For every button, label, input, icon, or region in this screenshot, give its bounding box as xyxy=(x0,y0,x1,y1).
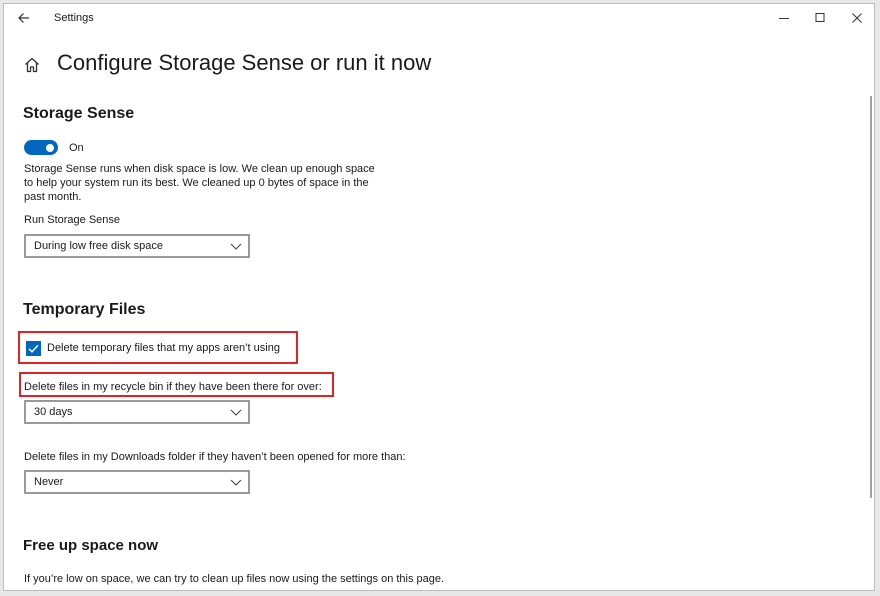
chevron-down-icon xyxy=(230,407,242,417)
storage-sense-description xyxy=(24,162,375,204)
maximize-icon xyxy=(810,9,830,27)
description-line: to help your system run its best. We cleaned up 0 bytes of space in the xyxy=(24,177,369,189)
run-storage-sense-dropdown[interactable] xyxy=(24,234,250,258)
close-icon xyxy=(847,9,867,27)
storage-sense-heading: Storage Sense xyxy=(23,105,135,122)
free-up-space-heading: Free up space now xyxy=(23,537,159,554)
settings-window xyxy=(3,3,875,591)
dropdown-value: Never xyxy=(34,476,64,488)
checkmark-icon xyxy=(26,341,41,356)
dropdown-value: 30 days xyxy=(34,406,73,418)
home-icon[interactable] xyxy=(23,56,41,74)
close-button[interactable] xyxy=(847,9,867,27)
back-button[interactable] xyxy=(14,9,34,27)
toggle-state-label: On xyxy=(69,142,84,154)
temporary-files-heading: Temporary Files xyxy=(23,301,146,318)
chevron-down-icon xyxy=(230,241,242,251)
downloads-label: Delete files in my Downloads folder if they haven’t been opened for more than: xyxy=(24,451,406,463)
scrollbar[interactable] xyxy=(870,96,872,498)
minimize-icon xyxy=(774,9,794,27)
chevron-down-icon xyxy=(230,477,242,487)
downloads-dropdown[interactable] xyxy=(24,470,250,494)
recycle-bin-label: Delete files in my recycle bin if they have been there for over: xyxy=(24,381,322,393)
minimize-button[interactable] xyxy=(774,9,794,27)
description-line: past month. xyxy=(24,191,82,203)
free-up-space-description: If you’re low on space, we can try to clean up files now using the settings on this page. xyxy=(24,573,445,585)
title-bar xyxy=(4,4,874,32)
dropdown-value: During low free disk space xyxy=(34,240,164,252)
storage-sense-toggle[interactable] xyxy=(24,140,58,155)
arrow-left-icon xyxy=(14,9,34,27)
page-title: Configure Storage Sense or run it now xyxy=(57,50,432,75)
recycle-bin-dropdown[interactable] xyxy=(24,400,250,424)
maximize-button[interactable] xyxy=(810,9,830,27)
app-title: Settings xyxy=(54,12,94,24)
toggle-knob xyxy=(46,144,54,152)
description-line: Storage Sense runs when disk space is low. We clean up enough space xyxy=(24,163,375,175)
run-storage-sense-label: Run Storage Sense xyxy=(24,214,121,226)
delete-temp-files-checkbox[interactable] xyxy=(26,341,41,356)
delete-temp-files-label: Delete temporary files that my apps aren’t using xyxy=(47,342,280,354)
